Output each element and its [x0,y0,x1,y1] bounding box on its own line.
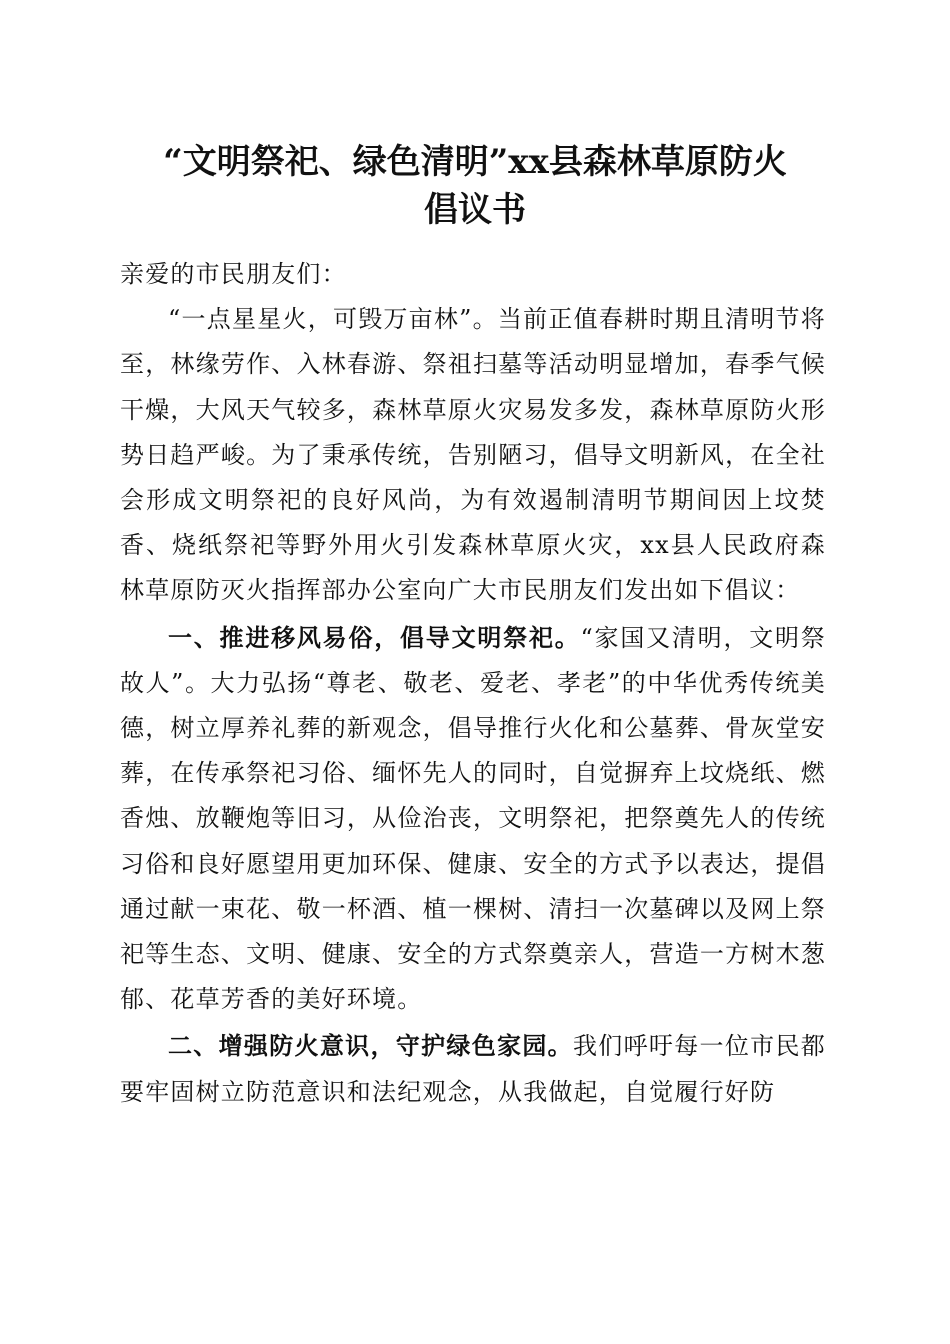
intro-paragraph: “一点星星火，可毁万亩林”。当前正值春耕时期且清明节将至，林缘劳作、入林春游、祭祖扫墓等活动明显增加，春季气候干燥，大风天气较多，森林草原火灾易发多发，森林草原防火形势日趋严峻。为了秉承传统，告别陋习，倡导文明新风，在全社会形成文明祭祀的良好风尚，为有效遏制清明节期间因上坟焚香、烧纸祭祀等野外用火引发森林草原火灾，xx县人民政府森林草原防灭火指挥部办公室向广大市民朋友们发出如下倡议： [120,305,826,605]
section-heading: 一、推进移风易俗，倡导文明祭祀。 [168,623,581,652]
section-text: “家国又清明，文明祭故人”。大力弘扬“尊老、敬老、爱老、孝老”的中华优秀传统美德，树立厚养礼葬的新观念，倡导推行火化和公墓葬、骨灰堂安葬，在传承祭祀习俗、缅怀先人的同时，自觉摒弃上坟烧纸、燃香烛、放鞭炮等旧习，从俭治丧，文明祭祀，把祭奠先人的传统习俗和良好愿望用更加环保、健康、安全的方式予以表达，提倡通过献一束花、敬一杯酒、植一棵树、清扫一次墓碑以及网上祭祀等生态、文明、健康、安全的方式祭奠亲人，营造一方树木葱郁、花草芳香的美好环境。 [120,623,826,1014]
section-heading: 二、增强防火意识，守护绿色家园。 [168,1032,573,1061]
document-title [100,138,850,234]
salutation: 亲爱的市民朋友们： [120,260,347,288]
section-paragraph [120,616,826,1023]
section-text: 我们呼吁每一位市民都要牢固树立防范意识和法纪观念，从我做起，自觉履行好防 [120,1032,827,1106]
document-body [120,252,826,1115]
title-line-1: “文明祭祀、绿色清明”xx县森林草原防火 [163,142,787,182]
title-line-2: 倡议书 [424,190,526,230]
section-paragraph [120,1024,826,1114]
